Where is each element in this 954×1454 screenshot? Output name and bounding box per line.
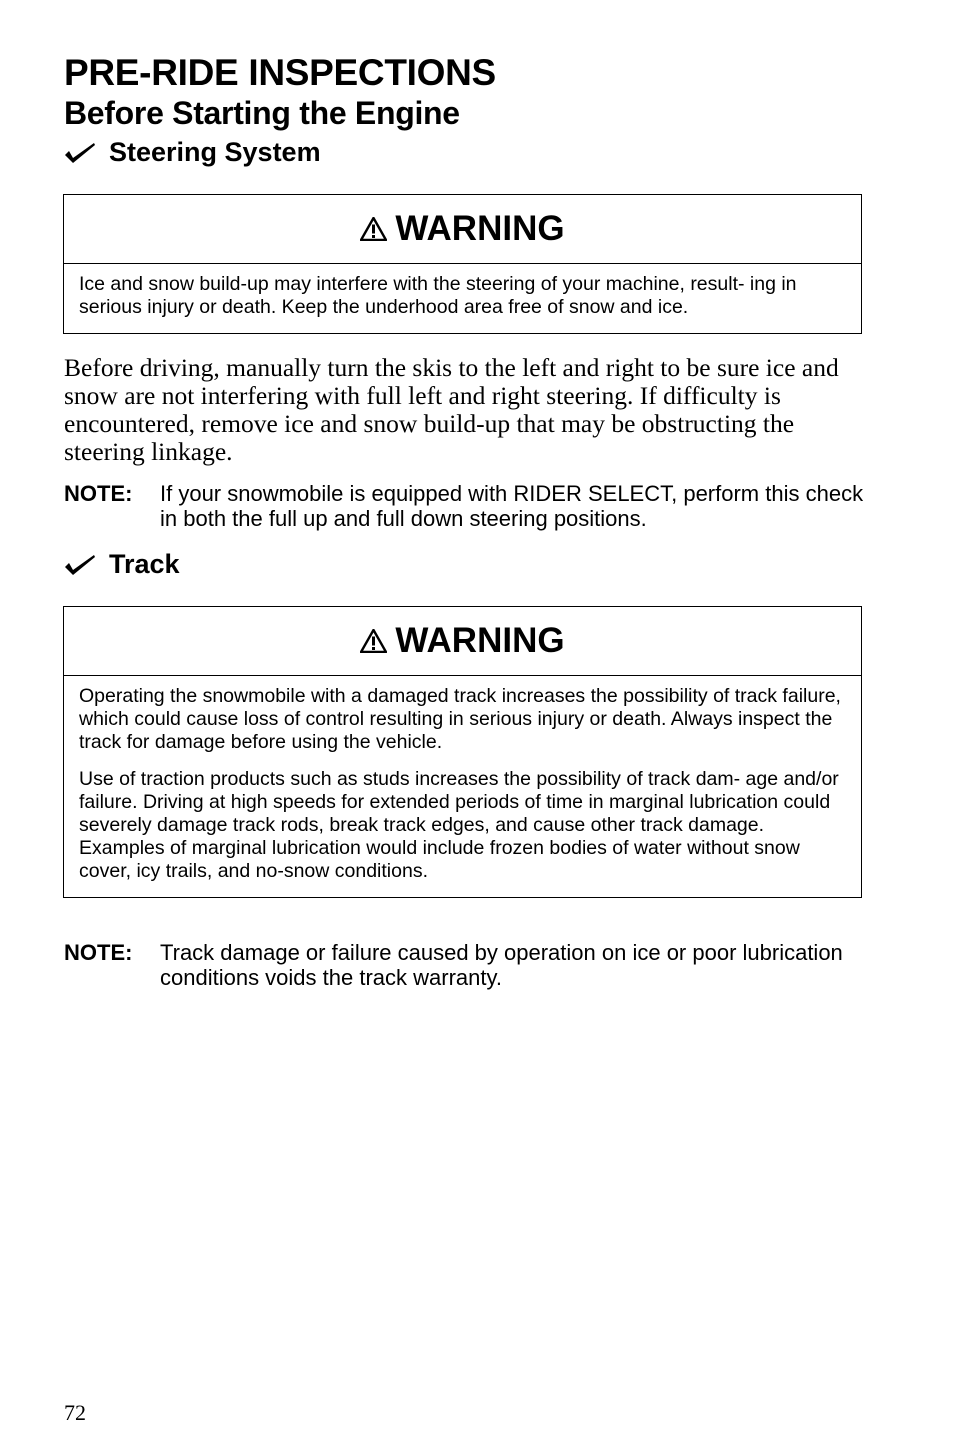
warning-body bbox=[64, 676, 861, 897]
section-heading-label: Track bbox=[109, 549, 180, 579]
note-text: Track damage or failure caused by operation on ice or poor lubrication conditions voids the track warranty. bbox=[160, 940, 843, 990]
section-heading-label: Steering System bbox=[109, 137, 321, 167]
warning-paragraph: Operating the snowmobile with a damaged track increases the possibility of track failure, which could cause loss of control resulting in serious injury or death. Always inspect the track for damage before using the vehicle. bbox=[79, 685, 841, 753]
section-heading-track bbox=[64, 549, 180, 580]
body-paragraph-steering: Before driving, manually turn the skis to the left and right to be sure ice and snow are not interfering with full left and right steering. If difficulty is encountered, remove ice and snow build-up that may be obstructing the steering linkage. bbox=[64, 353, 839, 466]
warning-header bbox=[64, 607, 861, 676]
warning-label: WARNING bbox=[395, 209, 565, 248]
note-text: If your snowmobile is equipped with RIDER SELECT, perform this check in both the full up and full down steering positions. bbox=[160, 481, 864, 531]
checkmark-icon bbox=[64, 553, 96, 577]
warning-label: WARNING bbox=[395, 621, 565, 660]
note-label: NOTE: bbox=[64, 481, 133, 506]
warning-triangle-icon bbox=[360, 217, 387, 241]
warning-box-steering bbox=[63, 194, 862, 334]
warning-box-track bbox=[63, 606, 862, 898]
page-title: PRE-RIDE INSPECTIONS bbox=[64, 52, 496, 93]
note-track bbox=[64, 940, 864, 990]
section-heading-steering bbox=[64, 137, 321, 168]
page-number: 72 bbox=[64, 1400, 86, 1425]
warning-paragraph: Use of traction products such as studs increases the possibility of track dam- age and/or failure. Driving at high speeds for extended periods of time in marginal lubrication could severely damage track rods, break track edges, and cause other track damage. Examples of marginal lubrication would include frozen bodies of water without snow cover, icy trails, and no-snow conditions. bbox=[79, 768, 839, 882]
page-subtitle: Before Starting the Engine bbox=[64, 95, 460, 131]
warning-header bbox=[64, 195, 861, 264]
note-steering bbox=[64, 481, 864, 531]
note-label: NOTE: bbox=[64, 940, 133, 965]
checkmark-icon bbox=[64, 141, 96, 165]
warning-paragraph: Ice and snow build-up may interfere with the steering of your machine, result- ing in serious injury or death. Keep the underhood area free of snow and ice. bbox=[79, 273, 797, 318]
warning-triangle-icon bbox=[360, 629, 387, 653]
warning-body bbox=[64, 264, 861, 333]
